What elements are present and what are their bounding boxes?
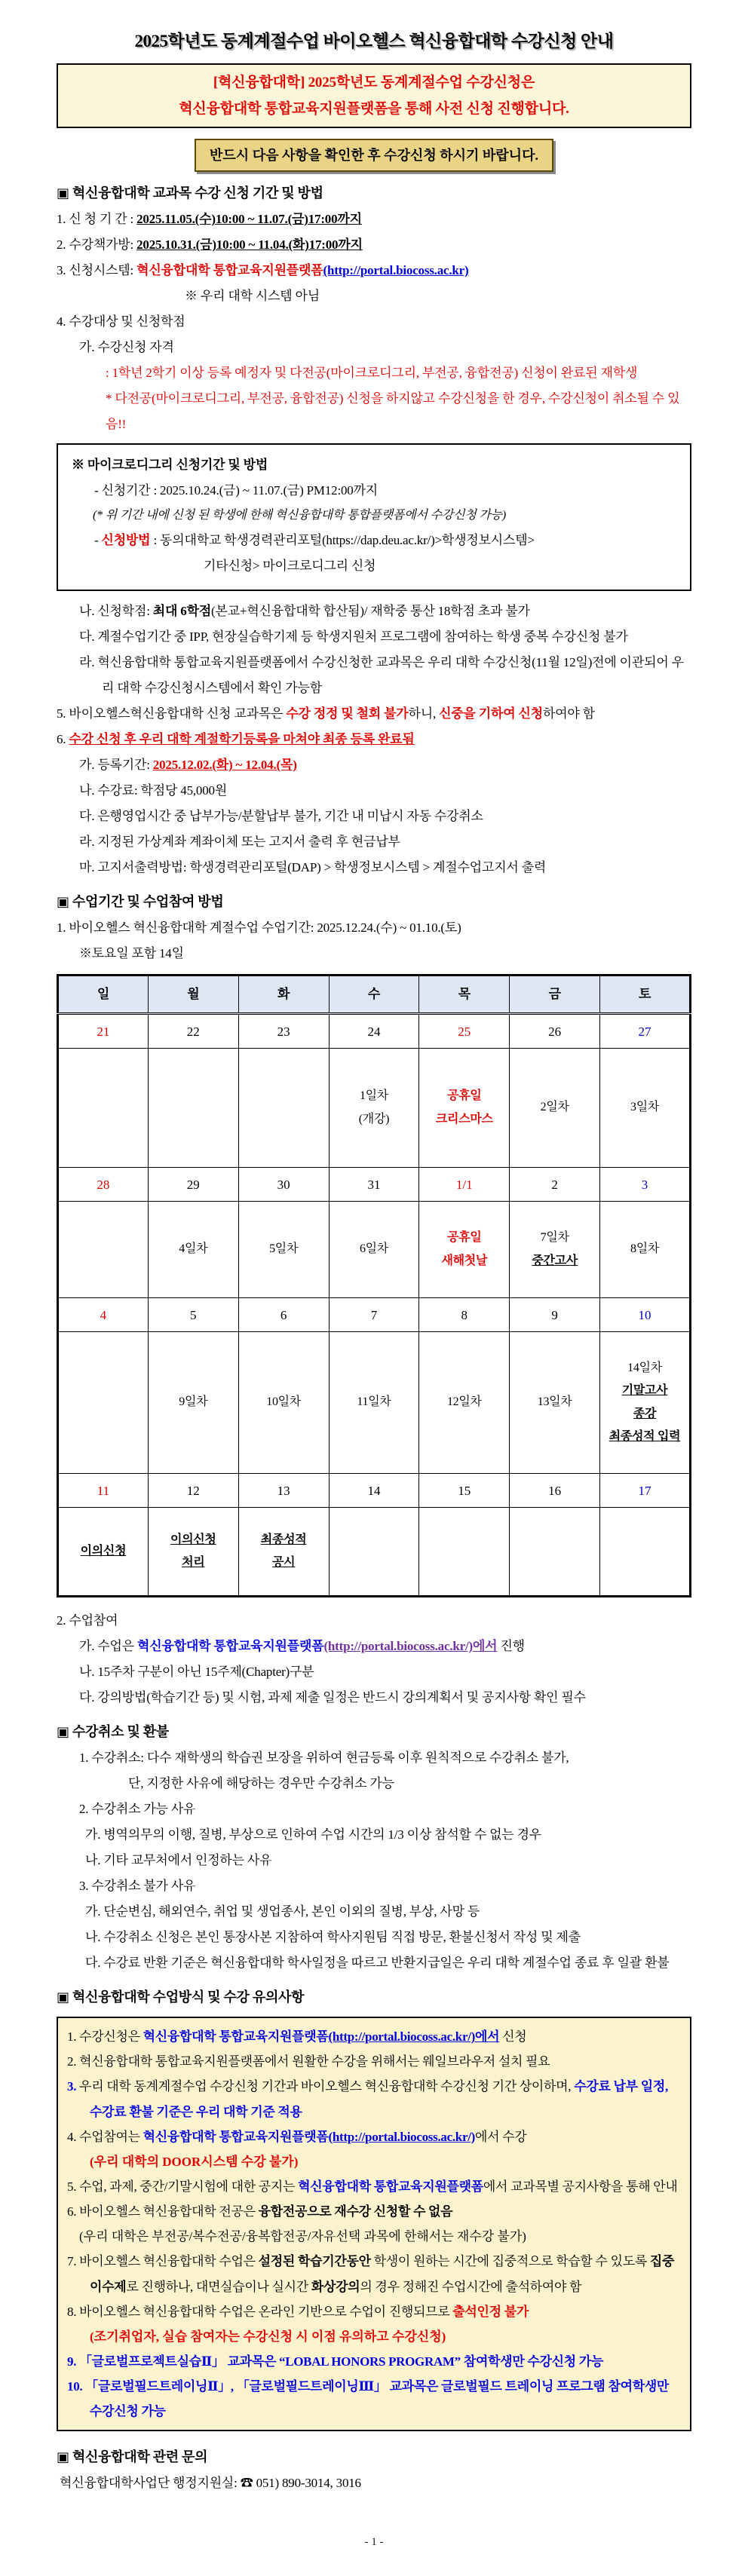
portal-link[interactable]: (http://portal.biocoss.ac.kr) xyxy=(323,263,469,278)
reg-item-ga xyxy=(79,752,691,778)
calendar-date-cell: 15 xyxy=(419,1474,510,1508)
calendar-content-cell xyxy=(238,1332,329,1474)
cancel-item-2: 2. 수강취소 가능 사유 xyxy=(79,1802,196,1817)
item-5-post: 하여야 함 xyxy=(542,706,595,721)
participation-item-2: 2. 수업참여 xyxy=(57,1613,118,1628)
calendar-cell-line: 11일차 xyxy=(357,1395,391,1409)
note-5-post: 에서 교과목별 공지사항을 통해 안내 xyxy=(483,2179,678,2195)
calendar-date-cell: 29 xyxy=(148,1168,238,1202)
reg-item-ra: 라. 지정된 가상계좌 계좌이체 또는 고지서 출력 후 현금납부 xyxy=(79,835,400,850)
calendar-day-header: 일 xyxy=(58,976,149,1014)
calendar-content-cell xyxy=(510,1332,600,1474)
note-9: 9. 「글로벌프로젝트실습Ⅱ」 교과목은 “LOBAL HONORS PROGRAM” 참여학생만 수강신청 가능 xyxy=(67,2354,604,2369)
participation-ga xyxy=(79,1634,691,1659)
credits-na-rest: (본교+혁신융합대학 합산됨)/ 재학중 통산 18학점 초과 불가 xyxy=(211,604,530,619)
calendar-cell-line: 1일차 xyxy=(359,1089,388,1103)
calendar-date-cell: 22 xyxy=(148,1014,238,1049)
apply-item-1 xyxy=(57,207,691,232)
reg-item-na: 나. 수강료: 학점당 45,000원 xyxy=(79,783,228,798)
calendar-cell-line: 이의신청 xyxy=(170,1533,216,1546)
calendar-date-cell: 9 xyxy=(510,1298,600,1332)
note-6-bold: 융합전공으로 재수강 신청할 수 없음 xyxy=(258,2204,453,2219)
note-7-b1: 설정된 학습기간동안 xyxy=(258,2254,371,2269)
calendar-content-cell xyxy=(238,1049,329,1168)
calendar-cell-line: 처리 xyxy=(182,1556,205,1570)
calendar-day-header: 금 xyxy=(510,976,600,1014)
calendar-date-cell: 16 xyxy=(510,1474,600,1508)
apply-item-3-note: ※ 우리 대학 시스템 아님 xyxy=(185,289,320,304)
calendar-content-cell xyxy=(600,1332,691,1474)
calendar-date-cell: 17 xyxy=(600,1474,691,1508)
note-1-platform: 혁신융합대학 통합교육지원플랫폼 xyxy=(143,2029,329,2045)
item-5-mid: 하니, xyxy=(408,706,440,721)
calendar-cell-line: 크리스마스 xyxy=(435,1112,493,1126)
note-7-m1: 학생이 원하는 시간에 집중적으로 학습할 수 있도록 xyxy=(370,2254,650,2269)
calendar-cell-line: 9일차 xyxy=(179,1395,208,1409)
note-7-m2: 로 진행하나, 대면실습이나 실시간 xyxy=(126,2279,311,2294)
item-5-pre: 5. 바이오헬스혁신융합대학 신청 교과목은 xyxy=(57,706,287,721)
note-3 xyxy=(67,2074,681,2124)
credits-na-max: 최대 6학점 xyxy=(152,604,212,619)
item-5-red1: 수강 정정 및 철회 불가 xyxy=(286,706,409,721)
page-title: 2025학년도 동계계절수업 바이오헬스 혁신융합대학 수강신청 안내 xyxy=(134,32,614,51)
reg-item-ma: 마. 고지서출력방법: 학생경력관리포털(DAP) > 학생정보시스템 > 계절수업고지서 출력 xyxy=(79,860,547,875)
calendar-cell-line: 종강 xyxy=(633,1407,657,1420)
calendar-day-header: 토 xyxy=(600,976,691,1014)
calendar-content-cell xyxy=(600,1202,691,1298)
item-6-red: 수강 신청 후 우리 대학 계절학기등록을 마쳐야 최종 등록 완료됨 xyxy=(69,732,415,747)
microdegree-method-dash: - xyxy=(94,533,102,548)
calendar-cell-line: (개강) xyxy=(358,1112,390,1126)
calendar-cell-line: 2일차 xyxy=(540,1101,569,1114)
notice-line-1: [혁신융합대학] 2025학년도 동계계절수업 수강신청은 xyxy=(213,74,535,90)
note-7-pre: 7. 바이오헬스 혁신융합대학 수업은 xyxy=(67,2254,259,2269)
cancel-item-3-ga: 가. 단순변심, 해외연수, 취업 및 생업종사, 본인 이외의 질병, 부상, 사망 등 xyxy=(85,1904,480,1919)
note-5-platform: 혁신융합대학 통합교육지원플랫폼 xyxy=(298,2179,483,2195)
calendar-content-cell xyxy=(419,1508,510,1597)
calendar-cell-line: 5일차 xyxy=(269,1242,299,1256)
calendar-content-cell xyxy=(58,1049,149,1168)
participation-ga-post: 진행 xyxy=(497,1639,525,1654)
note-4-post: 에서 수강 xyxy=(474,2129,527,2144)
calendar-date-cell: 23 xyxy=(238,1014,329,1049)
calendar-content-cell xyxy=(419,1332,510,1474)
calendar-cell-line: 7일차 xyxy=(540,1231,569,1245)
apply-item-4: 4. 수강대상 및 신청학점 xyxy=(57,314,185,329)
reg-item-da: 다. 은행영업시간 중 납부가능/분할납부 불가, 기간 내 미납시 자동 수강취소 xyxy=(79,809,483,824)
calendar-date-cell: 6 xyxy=(238,1298,329,1332)
participation-portal-link[interactable]: (http://portal.biocoss.ac.kr/)에서 xyxy=(323,1639,498,1654)
calendar-date-cell: 24 xyxy=(329,1014,419,1049)
calendar-content-cell xyxy=(58,1202,149,1298)
cancel-item-1a: 1. 수강취소: 다수 재학생의 학습권 보장을 위하여 현금등록 이후 원칙적으로 수강취소 불가, xyxy=(79,1751,569,1766)
participation-platform-name: 혁신융합대학 통합교육지원플랫폼 xyxy=(137,1639,324,1654)
calendar-date-cell: 12 xyxy=(148,1474,238,1508)
note-1 xyxy=(67,2024,681,2049)
apply-item-2-value: 2025.10.31.(금)10:00 ~ 11.04.(화)17:00까지 xyxy=(136,237,363,253)
note-6-pre: 6. 바이오헬스 혁신융합대학 전공은 xyxy=(67,2204,259,2219)
note-7-b2: 집중이수제 xyxy=(90,2254,675,2294)
note-4-link[interactable]: (http://portal.biocoss.ac.kr/) xyxy=(328,2129,475,2144)
calendar-date-cell: 8 xyxy=(419,1298,510,1332)
calendar-cell-line: 새해첫날 xyxy=(441,1254,488,1267)
microdegree-note: (* 위 기간 내에 신청 된 학생에 한해 혁신융합대학 통합플랫폼에서 수강신청 가능) xyxy=(93,509,507,522)
calendar-date-cell: 21 xyxy=(58,1014,149,1049)
credits-item-da: 다. 계절수업기간 중 IPP, 현장실습학기제 등 학생지원처 프로그램에 참여하는 학생 중복 수강신청 불가 xyxy=(79,629,628,645)
note-6 xyxy=(67,2199,681,2224)
calendar-content-cell xyxy=(419,1049,510,1168)
calendar-date-cell: 28 xyxy=(58,1168,149,1202)
note-3-num: 3. xyxy=(67,2079,77,2094)
calendar-cell-line: 중간고사 xyxy=(532,1254,578,1267)
calendar-cell-line: 12일차 xyxy=(446,1395,482,1409)
item-5 xyxy=(57,701,691,727)
note-7-b3: 화상강의 xyxy=(311,2279,360,2294)
calendar-content-cell xyxy=(238,1508,329,1597)
calendar-day-header: 목 xyxy=(419,976,510,1014)
credits-item-ra: 라. 혁신융합대학 통합교육지원플랫폼에서 수강신청한 교과목은 우리 대학 수강신청(11월 12일)전에 이관되어 우리 대학 수강신청시스템에서 확인 가능함 xyxy=(79,655,684,696)
apply-platform-name: 혁신융합대학 통합교육지원플랫폼 xyxy=(136,263,323,278)
note-4 xyxy=(67,2124,681,2149)
microdegree-title: ※ 마이크로디그리 신청기간 및 방법 xyxy=(72,458,268,473)
microdegree-method-text: : 동의대학교 학생경력관리포털(https://dap.deu.ac.kr/)>학생정보시스템> xyxy=(150,533,535,548)
calendar-content-cell xyxy=(238,1202,329,1298)
calendar-cell-line: 13일차 xyxy=(537,1395,572,1409)
calendar-cell-line: 공시 xyxy=(271,1556,296,1570)
apply-item-2-label: 2. 수강책가방: xyxy=(57,237,137,253)
calendar-day-header: 수 xyxy=(329,976,419,1014)
reg-ga-label: 가. 등록기간: xyxy=(79,758,153,773)
note-5-pre: 5. 수업, 과제, 중간/기말시험에 대한 공지는 xyxy=(67,2179,299,2195)
calendar-content-cell xyxy=(329,1332,419,1474)
top-notice-box xyxy=(57,63,691,128)
note-7 xyxy=(67,2249,681,2299)
cancel-item-3-da: 다. 수강료 반환 기준은 혁신융합대학 학사일정을 따르고 반환지급일은 우리 대학 계절수업 종료 후 일괄 환불 xyxy=(85,1956,670,1971)
calendar-content-cell xyxy=(329,1049,419,1168)
note-6-sub: (우리 대학은 부전공/복수전공/융복합전공/자유선택 과목에 한해서는 재수강 불가) xyxy=(79,2229,526,2244)
contact-line: 혁신융합대학사업단 행정지원실: ☎ 051) 890-3014, 3016 xyxy=(60,2476,361,2491)
calendar-content-cell xyxy=(329,1202,419,1298)
calendar-content-cell xyxy=(510,1508,600,1597)
calendar-cell-line: 공휴일 xyxy=(447,1231,482,1245)
reg-ga-value: 2025.12.02.(화) ~ 12.04.(목) xyxy=(152,758,297,773)
cancel-item-1b: 단, 지정한 사유에 해당하는 경우만 수강취소 가능 xyxy=(128,1776,394,1791)
calendar-day-header: 화 xyxy=(238,976,329,1014)
apply-item-1-label: 1. 신 청 기 간 : xyxy=(57,212,137,227)
calendar-cell-line: 4일차 xyxy=(179,1242,208,1256)
section-cancel-heading: ▣ 수강취소 및 환불 xyxy=(57,1724,169,1740)
apply-item-4-ga: 가. 수강신청 자격 xyxy=(79,340,174,355)
calendar-cell-line: 공휴일 xyxy=(447,1089,482,1103)
section-apply-heading: ▣ 혁신융합대학 교과목 수강 신청 기간 및 방법 xyxy=(57,185,323,201)
calendar-cell-line: 6일차 xyxy=(359,1242,388,1256)
apply-item-1-value: 2025.11.05.(수)10:00 ~ 11.07.(금)17:00까지 xyxy=(136,212,362,227)
calendar-cell-line: 3일차 xyxy=(630,1101,660,1114)
period-item-1: 1. 바이오헬스 혁신융합대학 계절수업 수업기간: 2025.12.24.(수) ~ 01.10.(토) xyxy=(57,920,461,936)
section-period-heading: ▣ 수업기간 및 수업참여 방법 xyxy=(57,894,224,910)
calendar-date-cell: 1/1 xyxy=(419,1168,510,1202)
calendar-date-cell: 25 xyxy=(419,1014,510,1049)
note-2: 2. 혁신융합대학 통합교육지원플랫폼에서 원활한 수강을 위해서는 웨일브라우저 설치 필요 xyxy=(67,2054,550,2069)
banner-wrap xyxy=(57,139,691,172)
calendar-content-cell xyxy=(58,1332,149,1474)
note-4-red: (우리 대학의 DOOR시스템 수강 불가) xyxy=(90,2154,299,2169)
calendar-date-cell: 10 xyxy=(600,1298,691,1332)
note-8-red2: (조기취업자, 실습 참여자는 수강신청 시 이점 유의하고 수강신청) xyxy=(90,2329,446,2344)
participation-ga-pre: 가. 수업은 xyxy=(79,1639,138,1654)
calendar-content-cell xyxy=(510,1049,600,1168)
item-6 xyxy=(57,727,691,752)
participation-da: 다. 강의방법(학습기간 등) 및 시험, 과제 제출 일정은 반드시 강의계획서 및 공지사항 확인 필수 xyxy=(79,1690,586,1705)
microdegree-method-cont: 기타신청> 마이크로디그리 신청 xyxy=(204,559,376,574)
calendar-cell-line: 10일차 xyxy=(266,1395,301,1409)
note-1-link[interactable]: (http://portal.biocoss.ac.kr/)에서 xyxy=(328,2029,500,2045)
calendar-content-cell xyxy=(148,1508,238,1597)
calendar-body xyxy=(58,1014,691,1597)
item-6-num: 6. xyxy=(57,732,69,747)
calendar-date-cell: 4 xyxy=(58,1298,149,1332)
calendar-content-cell xyxy=(148,1202,238,1298)
calendar-date-cell: 5 xyxy=(148,1298,238,1332)
confirm-banner: 반드시 다음 사항을 확인한 후 수강신청 하시기 바랍니다. xyxy=(195,139,553,172)
calendar-header xyxy=(58,976,691,1014)
calendar-cell-line: 이의신청 xyxy=(80,1544,127,1558)
note-1-post: 신청 xyxy=(499,2029,527,2045)
calendar-cell-line: 최종성적 입력 xyxy=(609,1430,681,1444)
calendar-date-cell: 11 xyxy=(58,1474,149,1508)
calendar-cell-line: 최종성적 xyxy=(260,1533,307,1546)
calendar-table xyxy=(57,974,691,1597)
cancel-item-2-na: 나. 기타 교무처에서 인정하는 사유 xyxy=(85,1853,272,1868)
calendar-cell-line: 기말고사 xyxy=(621,1384,668,1398)
apply-eligibility-text: : 1학년 2학기 이상 등록 예정자 및 다전공(마이크로디그리, 부전공, 융합전공) 신청이 완료된 재학생 xyxy=(106,366,638,381)
calendar-content-cell xyxy=(600,1508,691,1597)
calendar-date-cell: 26 xyxy=(510,1014,600,1049)
cancel-item-3-na: 나. 수강취소 신청은 본인 통장사본 지참하여 학사지원팀 직접 방문, 환불신청서 작성 및 제출 xyxy=(85,1930,581,1945)
calendar-date-cell: 14 xyxy=(329,1474,419,1508)
note-3-blue: 수강료 납부 일정, 수강료 환불 기준은 우리 대학 기준 적용 xyxy=(90,2079,668,2119)
participation-na: 나. 15주차 구분이 아닌 15주제(Chapter)구분 xyxy=(79,1665,314,1680)
note-1-pre: 1. 수강신청은 xyxy=(67,2029,143,2045)
notes-box xyxy=(57,2017,691,2431)
note-8 xyxy=(67,2299,681,2324)
period-note: ※토요일 포함 14일 xyxy=(79,946,184,961)
calendar-date-cell: 2 xyxy=(510,1168,600,1202)
note-7-m3: 의 경우 정해진 수업시간에 출석하여야 함 xyxy=(360,2279,582,2294)
apply-item-2 xyxy=(57,232,691,258)
calendar-date-cell: 27 xyxy=(600,1014,691,1049)
item-5-red2: 신중을 기하여 신청 xyxy=(439,706,543,721)
note-10: 10. 「글로벌필드트레이닝Ⅱ」, 「글로벌필드트레이닝Ⅲ」 교과목은 글로벌필드 트레이닝 프로그램 참여학생만 수강신청 가능 xyxy=(67,2379,670,2419)
calendar-date-cell: 7 xyxy=(329,1298,419,1332)
calendar-content-cell xyxy=(148,1332,238,1474)
calendar-date-cell: 13 xyxy=(238,1474,329,1508)
microdegree-period: - 신청기간 : 2025.10.24.(금) ~ 11.07.(금) PM12:00까지 xyxy=(94,483,379,498)
microdegree-box xyxy=(57,443,691,591)
note-8-red1: 출석인정 불가 xyxy=(452,2304,529,2319)
calendar-content-cell xyxy=(600,1049,691,1168)
note-3-pre: 우리 대학 동계계절수업 수강신청 기간과 바이오헬스 혁신융합대학 수강신청 기간 상이하며, xyxy=(76,2079,575,2094)
calendar-date-cell: 31 xyxy=(329,1168,419,1202)
apply-warning-text: * 다전공(마이크로디그리, 부전공, 융합전공) 신청을 하지않고 수강신청을 한 경우, 수강신청이 취소될 수 있음!! xyxy=(106,391,680,432)
calendar-date-cell: 3 xyxy=(600,1168,691,1202)
cancel-item-2-ga: 가. 병역의무의 이행, 질병, 부상으로 인하여 수업 시간의 1/3 이상 참석할 수 없는 경우 xyxy=(85,1827,542,1842)
note-4-platform: 혁신융합대학 통합교육지원플랫폼 xyxy=(143,2129,329,2144)
calendar-date-cell: 30 xyxy=(238,1168,329,1202)
notice-line-2: 혁신융합대학 통합교육지원플랫폼을 통해 사전 신청 진행합니다. xyxy=(179,101,569,118)
calendar-content-cell xyxy=(148,1049,238,1168)
apply-item-3 xyxy=(57,258,691,283)
calendar-cell-line: 14일차 xyxy=(627,1361,662,1374)
calendar-content-cell xyxy=(510,1202,600,1298)
note-8-pre: 8. 바이오헬스 혁신융합대학 수업은 온라인 기반으로 수업이 진행되므로 xyxy=(67,2304,453,2319)
cancel-item-3: 3. 수강취소 불가 사유 xyxy=(79,1879,196,1894)
credits-na-label: 나. 신청학점: xyxy=(79,604,153,619)
apply-item-3-label: 3. 신청시스템: xyxy=(57,263,137,278)
microdegree-method xyxy=(94,528,676,553)
microdegree-method-label: 신청방법 xyxy=(101,533,151,548)
credits-item-na xyxy=(79,599,691,624)
note-5 xyxy=(67,2174,681,2199)
section-contact-heading: ▣ 혁신융합대학 관련 문의 xyxy=(57,2449,208,2465)
page-number: - 1 - xyxy=(364,2536,384,2549)
calendar-cell-line: 8일차 xyxy=(630,1242,660,1256)
calendar-content-cell xyxy=(419,1202,510,1298)
section-notes-heading: ▣ 혁신융합대학 수업방식 및 수강 유의사항 xyxy=(57,1989,305,2005)
calendar-content-cell xyxy=(58,1508,149,1597)
note-4-pre: 4. 수업참여는 xyxy=(67,2129,143,2144)
calendar-day-header: 월 xyxy=(148,976,238,1014)
calendar-content-cell xyxy=(329,1508,419,1597)
